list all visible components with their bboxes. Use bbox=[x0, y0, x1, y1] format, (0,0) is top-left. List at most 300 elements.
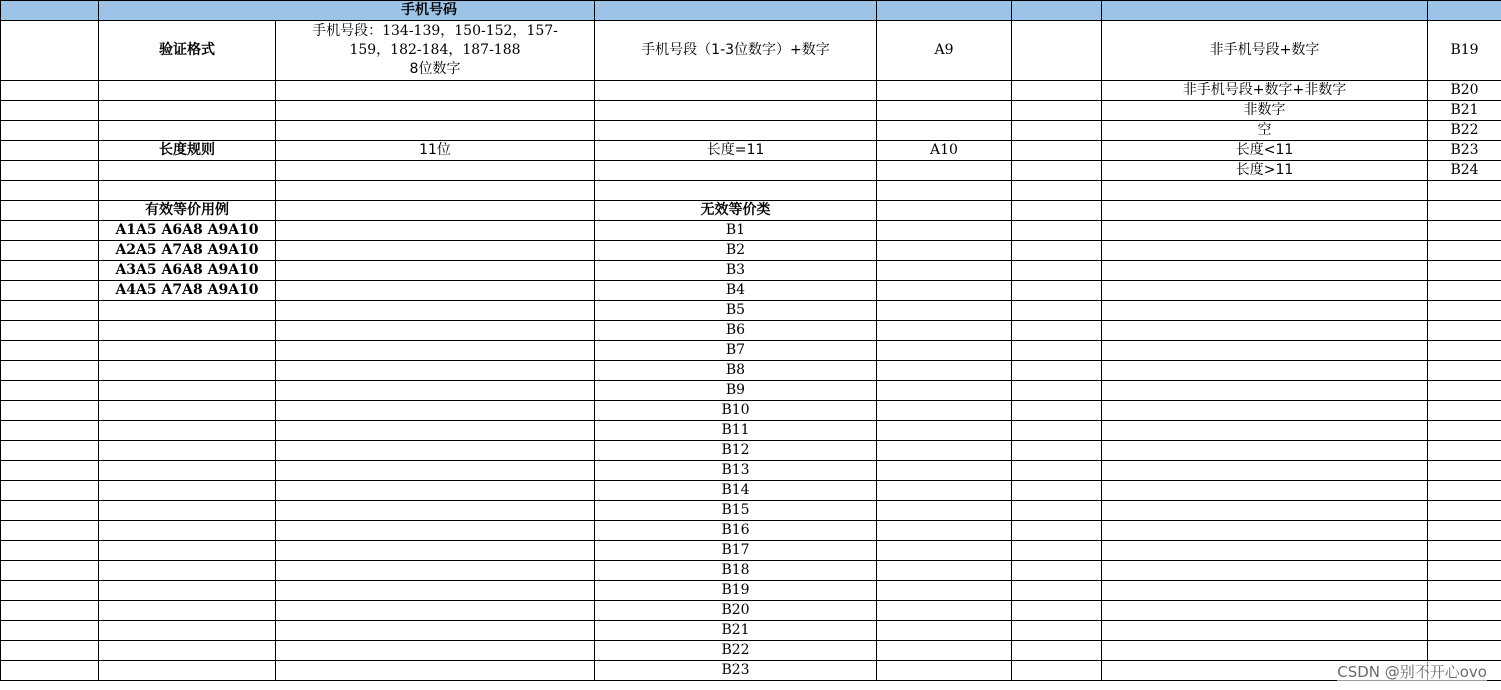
cell[interactable] bbox=[1, 221, 99, 241]
cell[interactable] bbox=[99, 641, 276, 661]
cell[interactable] bbox=[1012, 461, 1102, 481]
format-invalid-code-cell[interactable] bbox=[1428, 21, 1501, 81]
length-label-cell[interactable] bbox=[99, 141, 276, 161]
cell[interactable] bbox=[1102, 261, 1428, 281]
cell[interactable] bbox=[1, 401, 99, 421]
cell[interactable] bbox=[1, 621, 99, 641]
cell[interactable] bbox=[99, 381, 276, 401]
cell[interactable] bbox=[1012, 141, 1102, 161]
cell[interactable] bbox=[877, 561, 1012, 581]
invalid-case-cell[interactable] bbox=[595, 621, 877, 641]
cell[interactable] bbox=[276, 221, 595, 241]
case-row bbox=[1, 481, 1501, 501]
header-row bbox=[1, 1, 1501, 21]
cell[interactable] bbox=[1, 81, 99, 101]
cell[interactable] bbox=[595, 81, 877, 101]
header-title: 手机号码 bbox=[401, 2, 457, 18]
case-row bbox=[1, 621, 1501, 641]
invalid-case-cell[interactable] bbox=[595, 221, 877, 241]
cell[interactable] bbox=[1102, 381, 1428, 401]
cell[interactable] bbox=[1012, 221, 1102, 241]
format-valid-desc-cell[interactable] bbox=[276, 21, 595, 81]
format-valid-desc-line2: 159，182-184，187-188 bbox=[349, 42, 521, 58]
cell[interactable] bbox=[877, 1, 1012, 21]
cell[interactable] bbox=[1, 241, 99, 261]
cell[interactable] bbox=[276, 281, 595, 301]
cell[interactable] bbox=[877, 401, 1012, 421]
cell[interactable] bbox=[276, 401, 595, 421]
cell[interactable] bbox=[99, 441, 276, 461]
cell[interactable] bbox=[276, 81, 595, 101]
cell[interactable] bbox=[276, 601, 595, 621]
cell[interactable] bbox=[1102, 201, 1428, 221]
cell[interactable] bbox=[877, 201, 1012, 221]
cell[interactable] bbox=[1102, 641, 1428, 661]
case-row bbox=[1, 601, 1501, 621]
cell[interactable] bbox=[1012, 561, 1102, 581]
cell[interactable] bbox=[1, 561, 99, 581]
cell[interactable] bbox=[877, 461, 1012, 481]
cell[interactable] bbox=[1102, 541, 1428, 561]
cell[interactable] bbox=[99, 81, 276, 101]
cell[interactable] bbox=[1, 541, 99, 561]
cell[interactable] bbox=[877, 501, 1012, 521]
cell[interactable] bbox=[1, 481, 99, 501]
invalid-extra-desc-cell[interactable] bbox=[1102, 81, 1428, 101]
invalid-case: B15 bbox=[721, 502, 750, 518]
cell[interactable] bbox=[1428, 541, 1501, 561]
cell[interactable] bbox=[1, 121, 99, 141]
cell[interactable] bbox=[1102, 561, 1428, 581]
cell[interactable] bbox=[877, 381, 1012, 401]
cell[interactable] bbox=[877, 481, 1012, 501]
cell[interactable] bbox=[276, 621, 595, 641]
cell[interactable] bbox=[1012, 501, 1102, 521]
format-valid-code-cell[interactable] bbox=[877, 21, 1012, 81]
invalid-extra-code: B20 bbox=[1450, 82, 1479, 98]
cell[interactable] bbox=[1428, 221, 1501, 241]
length-extra-row bbox=[1, 161, 1501, 181]
cell[interactable] bbox=[99, 421, 276, 441]
cell[interactable] bbox=[99, 581, 276, 601]
invalid-case-cell[interactable] bbox=[595, 501, 877, 521]
invalid-case-cell[interactable] bbox=[595, 341, 877, 361]
cell[interactable] bbox=[99, 521, 276, 541]
valid-case: A2A5 A7A8 A9A10 bbox=[115, 242, 259, 258]
cell[interactable] bbox=[1, 501, 99, 521]
cell[interactable] bbox=[1102, 501, 1428, 521]
cell[interactable] bbox=[1428, 241, 1501, 261]
cell[interactable] bbox=[1012, 521, 1102, 541]
invalid-extra-code: B21 bbox=[1450, 102, 1479, 118]
cell[interactable] bbox=[276, 641, 595, 661]
cell[interactable] bbox=[1102, 281, 1428, 301]
cell[interactable] bbox=[1012, 541, 1102, 561]
cell[interactable] bbox=[99, 341, 276, 361]
case-row bbox=[1, 341, 1501, 361]
cell[interactable] bbox=[1012, 121, 1102, 141]
invalid-case-cell[interactable] bbox=[595, 381, 877, 401]
cell[interactable] bbox=[1, 301, 99, 321]
cell[interactable] bbox=[1428, 301, 1501, 321]
cell[interactable] bbox=[1428, 481, 1501, 501]
invalid-extra-code-cell[interactable] bbox=[1428, 121, 1501, 141]
cell[interactable] bbox=[1012, 661, 1102, 681]
cell[interactable] bbox=[276, 241, 595, 261]
cell[interactable] bbox=[877, 121, 1012, 141]
invalid-case-cell[interactable] bbox=[595, 301, 877, 321]
invalid-case-cell[interactable] bbox=[595, 481, 877, 501]
cell[interactable] bbox=[1102, 301, 1428, 321]
cell[interactable] bbox=[276, 561, 595, 581]
cell[interactable] bbox=[1, 161, 99, 181]
invalid-cases-header: 无效等价类 bbox=[700, 202, 771, 218]
invalid-case: B11 bbox=[721, 422, 750, 438]
cell[interactable] bbox=[1, 321, 99, 341]
invalid-case-cell[interactable] bbox=[595, 361, 877, 381]
cell[interactable] bbox=[1, 1, 99, 21]
cell[interactable] bbox=[1, 281, 99, 301]
cell[interactable] bbox=[1012, 181, 1102, 201]
cases-header-row bbox=[1, 201, 1501, 221]
cell[interactable] bbox=[276, 501, 595, 521]
invalid-extra-desc: 空 bbox=[1257, 122, 1272, 138]
length-extra-code-cell[interactable] bbox=[1428, 161, 1501, 181]
format-valid-desc-line3: 8位数字 bbox=[409, 61, 461, 77]
invalid-case: B5 bbox=[725, 302, 746, 318]
header-title-cell[interactable] bbox=[99, 1, 595, 21]
cell[interactable] bbox=[1428, 461, 1501, 481]
cell[interactable] bbox=[1012, 161, 1102, 181]
cell[interactable] bbox=[877, 441, 1012, 461]
invalid-case: B12 bbox=[721, 442, 750, 458]
invalid-case: B1 bbox=[725, 222, 746, 238]
cell[interactable] bbox=[1012, 101, 1102, 121]
invalid-case: B22 bbox=[721, 642, 750, 658]
cell[interactable] bbox=[1428, 601, 1501, 621]
cell[interactable] bbox=[877, 621, 1012, 641]
cell[interactable] bbox=[1012, 601, 1102, 621]
cell[interactable] bbox=[1428, 421, 1501, 441]
cell[interactable] bbox=[1102, 221, 1428, 241]
cell[interactable] bbox=[1012, 241, 1102, 261]
invalid-case: B17 bbox=[721, 542, 750, 558]
cell[interactable] bbox=[1012, 621, 1102, 641]
cell[interactable] bbox=[276, 361, 595, 381]
cell[interactable] bbox=[877, 541, 1012, 561]
cell[interactable] bbox=[1102, 321, 1428, 341]
cell[interactable] bbox=[276, 441, 595, 461]
case-row bbox=[1, 501, 1501, 521]
invalid-case-cell[interactable] bbox=[595, 241, 877, 261]
cell[interactable] bbox=[877, 81, 1012, 101]
valid-case-cell[interactable] bbox=[99, 261, 276, 281]
invalid-extra-code-cell[interactable] bbox=[1428, 81, 1501, 101]
cell[interactable] bbox=[1012, 281, 1102, 301]
case-row bbox=[1, 261, 1501, 281]
cell[interactable] bbox=[276, 661, 595, 681]
cell[interactable] bbox=[1, 101, 99, 121]
cell[interactable] bbox=[276, 121, 595, 141]
length-valid-class-cell[interactable] bbox=[595, 141, 877, 161]
cell[interactable] bbox=[1428, 641, 1501, 661]
cell[interactable] bbox=[877, 281, 1012, 301]
cell[interactable] bbox=[1428, 1, 1501, 21]
cell[interactable] bbox=[276, 421, 595, 441]
cell[interactable] bbox=[99, 361, 276, 381]
cell[interactable] bbox=[1102, 621, 1428, 641]
cell[interactable] bbox=[877, 161, 1012, 181]
cell[interactable] bbox=[1, 421, 99, 441]
cell[interactable] bbox=[1, 581, 99, 601]
cell[interactable] bbox=[99, 661, 276, 681]
format-valid-class: 手机号段（1-3位数字）+数字 bbox=[641, 42, 830, 58]
format-valid-class-cell[interactable] bbox=[595, 21, 877, 81]
cell[interactable] bbox=[1012, 581, 1102, 601]
cell[interactable] bbox=[1428, 281, 1501, 301]
invalid-case-cell[interactable] bbox=[595, 581, 877, 601]
cell[interactable] bbox=[1012, 81, 1102, 101]
cell[interactable] bbox=[99, 301, 276, 321]
cell[interactable] bbox=[276, 321, 595, 341]
cell[interactable] bbox=[877, 181, 1012, 201]
cell[interactable] bbox=[1012, 481, 1102, 501]
cell[interactable] bbox=[877, 241, 1012, 261]
cell[interactable] bbox=[276, 301, 595, 321]
cell[interactable] bbox=[595, 161, 877, 181]
cell[interactable] bbox=[1, 461, 99, 481]
watermark: CSDN @别不开心ovo bbox=[1337, 663, 1487, 681]
valid-cases-header-cell[interactable] bbox=[99, 201, 276, 221]
cell[interactable] bbox=[877, 521, 1012, 541]
invalid-case-cell[interactable] bbox=[595, 661, 877, 681]
cell[interactable] bbox=[1102, 1, 1428, 21]
length-extra-desc: 长度>11 bbox=[1235, 162, 1294, 178]
invalid-case-cell[interactable] bbox=[595, 541, 877, 561]
cell[interactable] bbox=[1428, 201, 1501, 221]
cell[interactable] bbox=[1102, 481, 1428, 501]
cell[interactable] bbox=[99, 101, 276, 121]
cell[interactable] bbox=[1102, 401, 1428, 421]
cell[interactable] bbox=[877, 221, 1012, 241]
invalid-extra-row bbox=[1, 121, 1501, 141]
cell[interactable] bbox=[595, 181, 877, 201]
cell[interactable] bbox=[1102, 181, 1428, 201]
cell[interactable] bbox=[1428, 561, 1501, 581]
format-valid-desc-line1: 手机号段：134-139，150-152，157- bbox=[312, 23, 558, 39]
invalid-extra-desc-cell[interactable] bbox=[1102, 121, 1428, 141]
valid-case-cell[interactable] bbox=[99, 281, 276, 301]
cell[interactable] bbox=[276, 481, 595, 501]
cell[interactable] bbox=[877, 341, 1012, 361]
cell[interactable] bbox=[1428, 261, 1501, 281]
cell[interactable] bbox=[99, 541, 276, 561]
cell[interactable] bbox=[276, 161, 595, 181]
case-row bbox=[1, 521, 1501, 541]
invalid-case-cell[interactable] bbox=[595, 461, 877, 481]
cell[interactable] bbox=[1102, 461, 1428, 481]
length-invalid-class-cell[interactable] bbox=[1102, 141, 1428, 161]
cell[interactable] bbox=[1428, 521, 1501, 541]
cell[interactable] bbox=[99, 481, 276, 501]
cell[interactable] bbox=[1012, 301, 1102, 321]
cell[interactable] bbox=[1012, 641, 1102, 661]
cell[interactable] bbox=[99, 121, 276, 141]
cell[interactable] bbox=[1012, 381, 1102, 401]
case-row bbox=[1, 281, 1501, 301]
invalid-extra-row bbox=[1, 101, 1501, 121]
cell[interactable] bbox=[595, 1, 877, 21]
invalid-case-cell[interactable] bbox=[595, 421, 877, 441]
invalid-case-cell[interactable] bbox=[595, 321, 877, 341]
cell[interactable] bbox=[276, 381, 595, 401]
invalid-case-cell[interactable] bbox=[595, 401, 877, 421]
cell[interactable] bbox=[877, 421, 1012, 441]
invalid-extra-code-cell[interactable] bbox=[1428, 101, 1501, 121]
cell[interactable] bbox=[276, 541, 595, 561]
cell[interactable] bbox=[877, 321, 1012, 341]
cell[interactable] bbox=[877, 641, 1012, 661]
cell[interactable] bbox=[1102, 361, 1428, 381]
cell[interactable] bbox=[99, 161, 276, 181]
length-extra-code: B24 bbox=[1450, 162, 1479, 178]
cell[interactable] bbox=[1012, 441, 1102, 461]
cell[interactable] bbox=[1, 661, 99, 681]
cell[interactable] bbox=[1428, 361, 1501, 381]
case-row bbox=[1, 541, 1501, 561]
case-row bbox=[1, 241, 1501, 261]
cell[interactable] bbox=[1428, 621, 1501, 641]
cell[interactable] bbox=[1012, 401, 1102, 421]
cell[interactable] bbox=[1, 441, 99, 461]
cell[interactable] bbox=[1428, 441, 1501, 461]
cell[interactable] bbox=[1012, 201, 1102, 221]
invalid-extra-row bbox=[1, 81, 1501, 101]
cell[interactable] bbox=[877, 261, 1012, 281]
cell[interactable] bbox=[877, 601, 1012, 621]
cell[interactable] bbox=[1, 341, 99, 361]
cell[interactable] bbox=[1, 521, 99, 541]
cell[interactable] bbox=[877, 101, 1012, 121]
cell[interactable] bbox=[1012, 261, 1102, 281]
cell[interactable] bbox=[1428, 401, 1501, 421]
cell[interactable] bbox=[99, 501, 276, 521]
valid-case: A4A5 A7A8 A9A10 bbox=[115, 282, 259, 298]
cell[interactable] bbox=[1102, 421, 1428, 441]
cell[interactable] bbox=[877, 301, 1012, 321]
cell[interactable] bbox=[1102, 521, 1428, 541]
cell[interactable] bbox=[1, 601, 99, 621]
cell[interactable] bbox=[595, 121, 877, 141]
cell[interactable] bbox=[276, 261, 595, 281]
length-extra-desc-cell[interactable] bbox=[1102, 161, 1428, 181]
invalid-case-cell[interactable] bbox=[595, 601, 877, 621]
case-row bbox=[1, 441, 1501, 461]
cell[interactable] bbox=[1, 201, 99, 221]
cell[interactable] bbox=[276, 581, 595, 601]
cell[interactable] bbox=[595, 101, 877, 121]
cell[interactable] bbox=[99, 461, 276, 481]
length-valid-desc: 11位 bbox=[419, 142, 451, 158]
cell[interactable] bbox=[1, 641, 99, 661]
cell[interactable] bbox=[1, 181, 99, 201]
invalid-case: B13 bbox=[721, 462, 750, 478]
cell[interactable] bbox=[99, 601, 276, 621]
format-invalid-code: B19 bbox=[1450, 42, 1479, 58]
cell[interactable] bbox=[276, 101, 595, 121]
cell[interactable] bbox=[1, 381, 99, 401]
cell[interactable] bbox=[877, 581, 1012, 601]
invalid-case-cell[interactable] bbox=[595, 261, 877, 281]
cell[interactable] bbox=[1428, 581, 1501, 601]
invalid-case: B3 bbox=[725, 262, 746, 278]
valid-case-cell[interactable] bbox=[99, 221, 276, 241]
cell[interactable] bbox=[276, 181, 595, 201]
cell[interactable] bbox=[877, 361, 1012, 381]
invalid-case-cell[interactable] bbox=[595, 561, 877, 581]
invalid-case: B14 bbox=[721, 482, 750, 498]
cell[interactable] bbox=[877, 661, 1012, 681]
length-valid-code-cell[interactable] bbox=[877, 141, 1012, 161]
cell[interactable] bbox=[1102, 601, 1428, 621]
cell[interactable] bbox=[1102, 341, 1428, 361]
cell[interactable] bbox=[1428, 181, 1501, 201]
cell[interactable] bbox=[1012, 321, 1102, 341]
cell[interactable] bbox=[1428, 381, 1501, 401]
valid-case-cell[interactable] bbox=[99, 241, 276, 261]
cell[interactable] bbox=[276, 461, 595, 481]
invalid-case: B8 bbox=[725, 362, 746, 378]
cell[interactable] bbox=[1, 141, 99, 161]
length-invalid-code-cell[interactable] bbox=[1428, 141, 1501, 161]
cell[interactable] bbox=[99, 321, 276, 341]
cell[interactable] bbox=[1012, 341, 1102, 361]
length-valid-desc-cell[interactable] bbox=[276, 141, 595, 161]
case-row bbox=[1, 641, 1501, 661]
cell[interactable] bbox=[276, 201, 595, 221]
cell[interactable] bbox=[1102, 441, 1428, 461]
cell[interactable] bbox=[1428, 321, 1501, 341]
valid-case: A3A5 A6A8 A9A10 bbox=[115, 262, 259, 278]
cell[interactable] bbox=[1, 261, 99, 281]
invalid-case-cell[interactable] bbox=[595, 281, 877, 301]
cell[interactable] bbox=[1, 361, 99, 381]
invalid-extra-desc-cell[interactable] bbox=[1102, 101, 1428, 121]
cell[interactable] bbox=[99, 181, 276, 201]
invalid-case-cell[interactable] bbox=[595, 641, 877, 661]
cell[interactable] bbox=[1012, 1, 1102, 21]
format-label-cell[interactable] bbox=[99, 21, 276, 81]
invalid-case-cell[interactable] bbox=[595, 441, 877, 461]
cell[interactable] bbox=[1428, 501, 1501, 521]
cell[interactable] bbox=[99, 621, 276, 641]
cell[interactable] bbox=[1012, 421, 1102, 441]
cell[interactable] bbox=[1012, 21, 1102, 81]
cell[interactable] bbox=[276, 341, 595, 361]
cell[interactable] bbox=[1428, 341, 1501, 361]
invalid-case-cell[interactable] bbox=[595, 521, 877, 541]
format-invalid-class-cell[interactable] bbox=[1102, 21, 1428, 81]
cell[interactable] bbox=[99, 401, 276, 421]
cell[interactable] bbox=[99, 561, 276, 581]
length-valid-code: A10 bbox=[930, 142, 958, 158]
cell[interactable] bbox=[1012, 361, 1102, 381]
cell[interactable] bbox=[1, 21, 99, 81]
cell[interactable] bbox=[1102, 581, 1428, 601]
cell[interactable] bbox=[276, 521, 595, 541]
invalid-cases-header-cell[interactable] bbox=[595, 201, 877, 221]
cell[interactable] bbox=[1102, 241, 1428, 261]
